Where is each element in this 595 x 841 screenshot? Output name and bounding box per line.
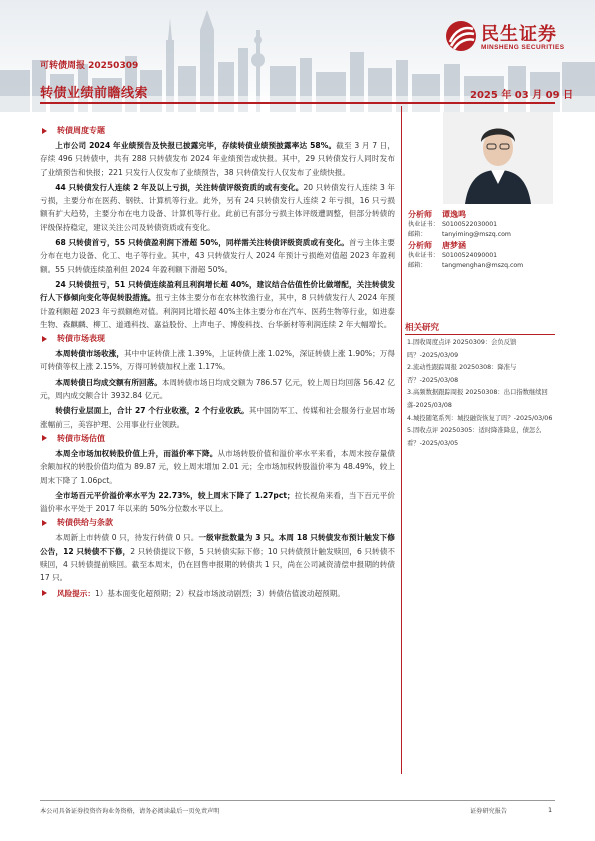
related-item[interactable]: 4.城投随笔系列：城投融资恢复了吗？-2025/03/06 [407, 414, 553, 422]
section-heading [40, 333, 395, 344]
column-divider [401, 106, 402, 774]
paragraph [40, 139, 395, 179]
email-label: 邮箱： [408, 230, 427, 238]
email-label: 邮箱： [408, 261, 427, 269]
section-heading [40, 517, 395, 528]
paragraph-text: 从市场转股价值和溢价率水平来看，本周末按存量债余额加权的转股价值均值为 89.87 元，较上周末增加 2.01 元；全市场加权转股溢价率为 48.49%，较上周末下降了 1.06pct。 [40, 448, 396, 485]
analyst-cert-row [408, 220, 558, 230]
section-heading-text: 转债周度专题 [57, 126, 105, 135]
analyst-email-row [408, 261, 558, 271]
section-weekly-topic [40, 125, 395, 331]
report-series: 可转债周报 20250309 [40, 61, 139, 71]
paragraph-text: 扭亏主体主要分布在农林牧渔行业，其中，8 只转债发行人 2024 年预计盈利额超 2023 年亏损额绝对值。利润同比增长超 40%主体主要分布在汽车、医药生物等行业，如进泰生物、森麒麟、柳工、道通科技、嘉益股份、上声电子、博俊科技、台华新材等利润连续 2 年大幅增长。 [40, 293, 395, 329]
report-date: 2025 年 03 月 09 日 [470, 90, 574, 101]
paragraph-text: 拉长视角来看，当下百元平价溢价率水平处于 2017 年以来的 50%分位数水平以上。 [40, 490, 396, 514]
analyst-name-row [408, 209, 558, 220]
analyst-title: 分析师 [408, 210, 432, 219]
section-heading-text: 转债市场估值 [57, 433, 105, 443]
page-number: 1 [548, 806, 553, 814]
paragraph-lead: 转债行业层面上，合计 27 个行业收涨，2 个行业收跌。 [55, 406, 249, 416]
footer-disclaimer: 本公司具备证券投资咨询业务资格，请务必阅读最后一页免责声明 [40, 808, 220, 815]
analyst-name: 唐梦涵 [442, 241, 466, 250]
paragraph [40, 447, 395, 487]
analyst-email[interactable]: tangmenghan@mszq.com [442, 261, 524, 269]
paragraph [40, 489, 395, 516]
analyst-email-row [408, 230, 558, 240]
paragraph [40, 531, 395, 584]
arrow-icon [42, 128, 47, 134]
analyst-name-row [408, 240, 558, 251]
footer-divider [40, 800, 555, 801]
paragraph-text: 截至 3 月 7 日，存续 496 只转债中，共有 288 只转债发布 2024 年业绩预告或快报。其中，29 只转债发行人同时发布了业绩预告和快报；221 只发行人仅发布了业绩预告，38 只转债发行人仅发布了业绩快报。 [40, 141, 395, 177]
paragraph-lead: 本周转债市场收涨， [55, 349, 125, 359]
section-supply-terms [40, 517, 395, 584]
arrow-icon [42, 435, 47, 441]
paragraph [40, 236, 395, 276]
paragraph-lead: 全市场百元平价溢价率水平为 22.73%，较上周末下降了 1.27pct； [55, 490, 295, 500]
paragraph-lead: 上市公司 2024 年业绩预告及快报已披露完毕，存续转债业绩预披露率达 58%。 [55, 141, 337, 150]
arrow-icon [42, 590, 47, 596]
cert-number: S0100522030001 [442, 221, 498, 228]
arrow-icon [42, 336, 47, 342]
risk-text: 1）基本面变化超预期；2）权益市场波动剧烈；3）转债估值波动超预期。 [94, 588, 345, 598]
section-heading-text: 转债供给与条款 [57, 518, 113, 528]
paragraph [40, 278, 395, 331]
related-item[interactable]: 1.固收周度点评 20250309：会负反馈吗？-2025/03/09 [407, 339, 517, 359]
paragraph-text: 2 只转债提议下修，5 只转债实际下修；10 只转债预计触发赎回，6 只转债不赎回，4 只转债提前赎回。截至本周末，仍在回售申报期的转债共 1 只，尚在公司减资清偿申报期的转债 17 只。 [40, 546, 395, 583]
paragraph-text: 其中国防军工、传媒和社会服务行业居市场涨幅前三，美容护理、公用事业行业领跌。 [40, 406, 396, 429]
paragraph-text: 首亏主体主要分布在电力设备、化工、电子等行业。其中，43 只转债发行人 2024 年预计亏损绝对值超 2023 年盈利额。55 只转债连续盈利但 2024 年盈利额下滑超 50%。 [40, 238, 396, 274]
company-logo [445, 20, 585, 65]
paragraph-lead: 24 只转债扭亏，51 只转债连续盈利且利润增长超 40%，建议结合估值性价比做增配，关注转债发行人下修倾向变化等促转股措施。 [40, 279, 395, 303]
paragraph-text: 本周转债市场日均成交额为 786.57 亿元，较上周日均回落 56.42 亿元，周内成交额合计 3932.84 亿元。 [40, 377, 396, 401]
cert-number: S0100524090001 [442, 252, 498, 259]
header-divider [40, 102, 555, 104]
logo-chinese-name: 民生证券 [481, 24, 557, 45]
analyst-info [408, 208, 558, 270]
analyst-cert-row [408, 251, 558, 261]
section-market-valuation [40, 433, 395, 515]
paragraph [40, 347, 395, 374]
analyst-photo [443, 112, 553, 204]
related-item[interactable]: 5.固收点评 20250305：适时降准降息，债怎么看？-2025/03/05 [407, 427, 542, 447]
report-body [40, 125, 395, 600]
analyst-email[interactable]: tanyiming@mszq.com [442, 230, 511, 238]
paragraph-text: 20 只转债发行人连续 3 年亏损，主要分布在医药、钢铁、计算机等行业。此外，另有 24 只转债发行人连续 2 年亏损，16 只亏损额有扩大趋势，主要分布在电力设备、计算机等行业。此前已有部分亏损主体评级遭调整，但部分转债的评级保持稳定，建议关注公司及转债资质或有变化。 [40, 182, 395, 232]
logo-english-name: MINSHENG SECURITIES [481, 44, 565, 51]
cert-label: 执业证书： [408, 221, 439, 228]
paragraph-lead: 本周全市场加权转股价值上升，而溢价率下降。 [55, 448, 218, 458]
related-item[interactable]: 2.流动性跟踪周报 20250308：降准与否？-2025/03/08 [407, 364, 517, 384]
risk-warning [40, 587, 395, 600]
paragraph-text: 其中中证转债上涨 1.39%，上证转债上涨 1.02%，深证转债上涨 1.90%；万得可转债等权上涨 2.15%，万得可转债加权上涨 1.17%。 [40, 349, 396, 372]
paragraph-text: 本周新上市转债 0 只，待发行转债 0 只。 [55, 533, 199, 543]
section-market-performance [40, 333, 395, 431]
paragraph [40, 404, 395, 431]
paragraph [40, 181, 395, 234]
section-heading-text: 转债市场表现 [57, 334, 105, 344]
paragraph-lead: 44 只转债发行人连续 2 年及以上亏损，关注转债评级资质的或有变化。 [55, 182, 304, 192]
paragraph-lead: 68 只转债首亏，55 只转债盈利润下滑超 50%，同样需关注转债评级资质或有变化。 [55, 238, 349, 248]
report-title: 转债业绩前瞻线索 [40, 86, 149, 101]
minsheng-logo-icon [445, 20, 477, 52]
section-heading [40, 125, 395, 136]
cert-label: 执业证书： [408, 252, 439, 259]
paragraph [40, 376, 395, 403]
paragraph-lead: 一级审批数量为 3 只。本周 18 只转债发布预计触发下修公告，12 只转债不下修， [40, 533, 395, 556]
risk-label: 风险提示： [57, 588, 95, 598]
analyst-name: 谭逸鸣 [442, 210, 466, 219]
related-item[interactable]: 3.高频数据跟踪周报 20250308：出口指数继续回落-2025/03/08 [407, 389, 548, 409]
related-research-heading: 相关研究 [405, 323, 440, 333]
related-research-list [407, 337, 557, 450]
arrow-icon [42, 520, 47, 526]
analyst-title: 分析师 [408, 241, 432, 250]
paragraph-lead: 本周转债日均成交额有所回落。 [55, 377, 162, 387]
related-divider [405, 334, 555, 335]
section-heading [40, 433, 395, 444]
footer-report-type: 证券研究报告 [470, 808, 508, 815]
header-banner [0, 0, 595, 112]
